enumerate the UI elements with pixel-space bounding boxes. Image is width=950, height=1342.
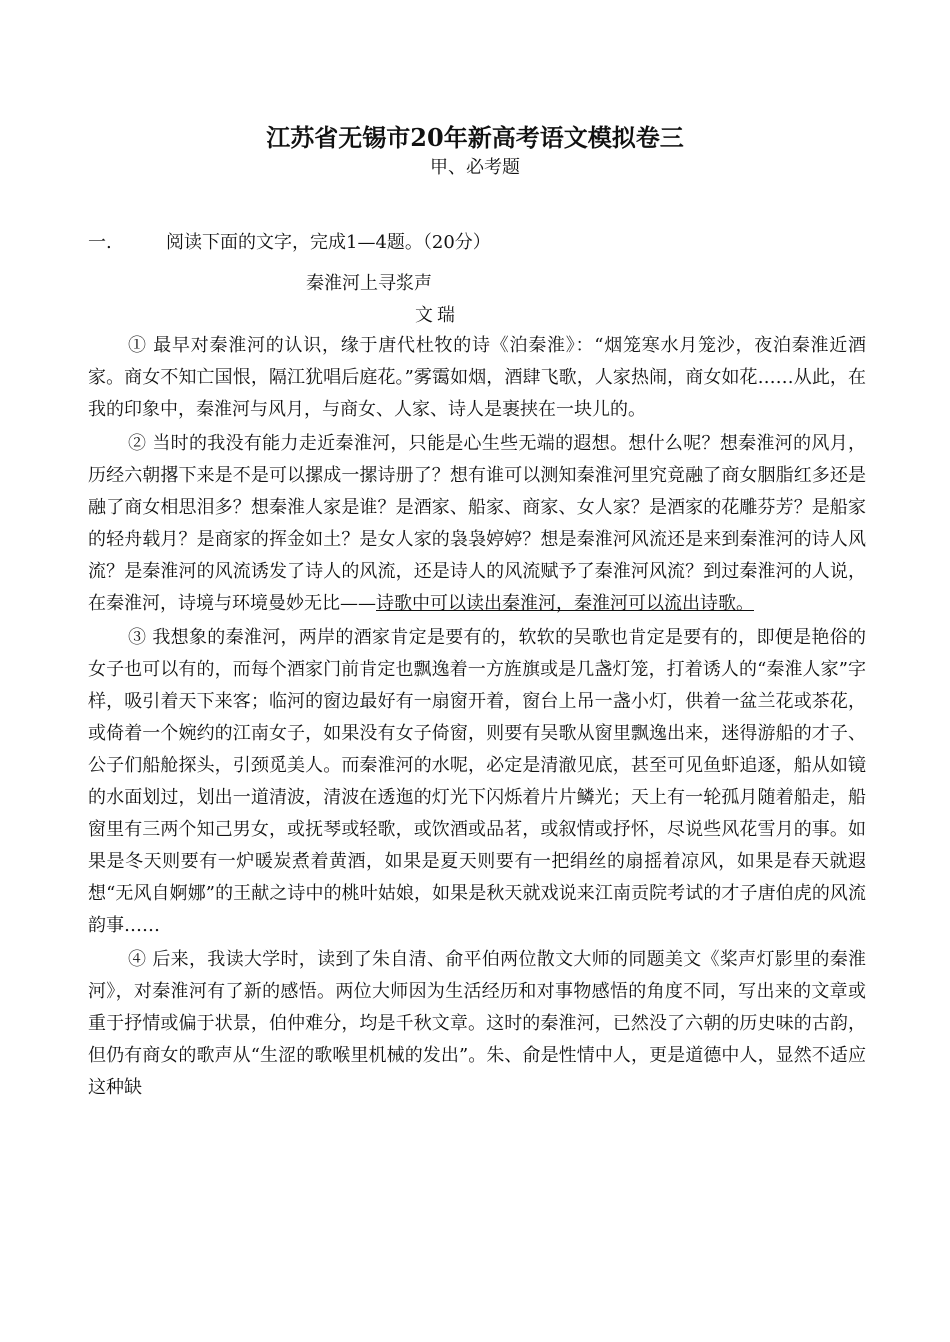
paragraph-2 xyxy=(88,428,866,620)
question-header xyxy=(88,229,491,257)
paragraph-3: ③ 我想象的秦淮河，两岸的酒家肯定是要有的，软软的吴歌也肯定是要有的，即便是艳俗的女子也可以有的，而每个酒家门前肯定也飘逸着一方旌旗或是几盏灯笼，打着诱人的“秦淮人家”字样，吸引着天下来客；临河的窗边最好有一扇窗开着，窗台上吊一盏小灯，供着一盆兰花或茶花，或倚着一个婉约的江南女子，如果没有女子倚窗，则要有吴歌从窗里飘逸出来，迷得游船的才子、公子们船舱探头，引颈觅美人。而秦淮河的水呢，必定是清澈见底，甚至可见鱼虾追逐，船从如镜的水面划过，划出一道清波，清波在透迤的灯光下闪烁着片片鳞光；天上有一轮孤月随着船走，船窗里有三两个知己男女，或抚琴或轻歌，或饮酒或品茗，或叙情或抒怀，尽说些风花雪月的事。如果是冬天则要有一炉暖炭煮着黄酒，如果是夏天则要有一把绢丝的扇摇着凉风，如果是春天就遐想“无风自婀娜”的王献之诗中的桃叶姑娘，如果是秋天就戏说来江南贡院考试的才子唐伯虎的风流韵事…… xyxy=(88,627,866,936)
paragraph-1: ① 最早对秦淮河的认识，缘于唐代杜牧的诗《泊秦淮》：“烟笼寒水月笼沙，夜泊秦淮近酒家。商女不知亡国恨，隔江犹唱后庭花。”雾霭如烟，酒肆飞歌，人家热闹，商女如花……从此，在我的印象中，秦淮河与风月，与商女、人家、诗人是裹挟在一块儿的。 xyxy=(88,335,866,420)
document-title: 江苏省无锡市20年新高考语文模拟卷三 xyxy=(266,123,684,152)
question-instruction: 阅读下面的文字，完成1—4题。（20分） xyxy=(166,232,491,253)
paragraph-2-underlined-sentence: 诗歌中可以读出秦淮河，秦淮河可以流出诗歌。 xyxy=(376,593,754,614)
document-subtitle: 甲、必考题 xyxy=(430,157,520,178)
article-author: 文瑞 xyxy=(415,305,459,326)
paragraph-4: ④ 后来，我读大学时，读到了朱自清、俞平伯两位散文大师的同题美文《桨声灯影里的秦淮河》，对秦淮河有了新的感悟。两位大师因为生活经历和对事物感悟的角度不同，写出来的文章或重于抒情或偏于状景，伯仲难分，均是千秋文章。这时的秦淮河，已然没了六朝的历史味的古韵，但仍有商女的歌声从“生涩的歌喉里机械的发出”。朱、俞是性情中人，更是道德中人，显然不适应这种缺 xyxy=(88,949,866,1098)
article-body xyxy=(88,330,866,1106)
paragraph-2-text: ② 当时的我没有能力走近秦淮河，只能是心生些无端的遐想。想什么呢？想秦淮河的风月，历经六朝撂下来是不是可以摞成一摞诗册了？想有谁可以测知秦淮河里究竟融了商女胭脂红多还是融了商女相思泪多？想秦淮人家是谁？是酒家、船家、商家、女人家？是酒家的花雕芬芳？是船家的轻舟载月？是商家的挥金如土？是女人家的袅袅婷婷？想是秦淮河风流还是来到秦淮河的诗人风流？是秦淮河的风流诱发了诗人的风流，还是诗人的风流赋予了秦淮河风流？到过秦淮河的人说，在秦淮河，诗境与环境曼妙无比—— xyxy=(88,433,866,614)
article-title: 秦淮河上寻浆声 xyxy=(306,273,432,294)
question-number: 一. xyxy=(88,232,112,253)
